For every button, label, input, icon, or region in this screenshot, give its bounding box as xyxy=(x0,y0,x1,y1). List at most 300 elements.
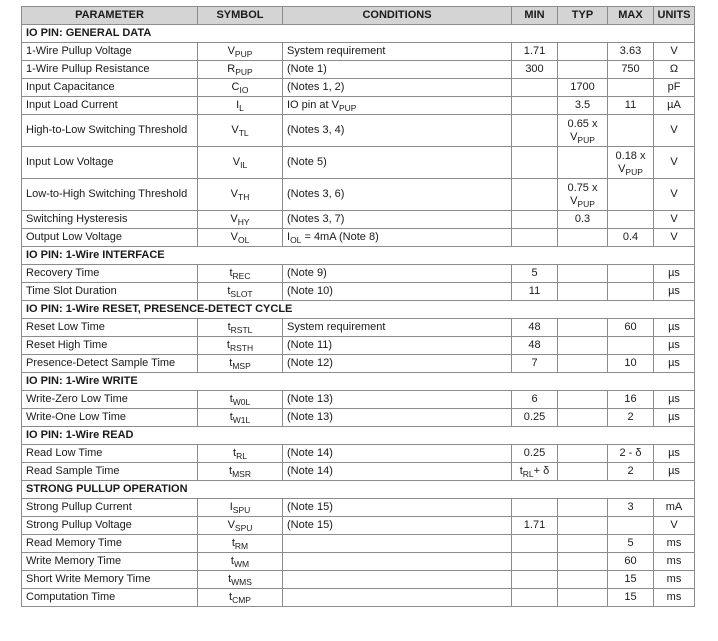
table-row xyxy=(22,409,695,427)
min-value: 0.25 xyxy=(523,411,546,423)
section-title: STRONG PULLUP OPERATION xyxy=(22,481,695,499)
max-cell xyxy=(608,319,654,337)
section-title: IO PIN: 1-Wire WRITE xyxy=(22,373,695,391)
conditions-text: I xyxy=(287,231,291,243)
parameter-text: Low-to-High Switching Threshold xyxy=(26,188,188,200)
parameter-cell xyxy=(22,499,198,517)
units-value: V xyxy=(670,213,678,225)
min-subscript: RL xyxy=(522,469,534,479)
symbol-cell xyxy=(198,535,283,553)
conditions-cell xyxy=(283,409,512,427)
conditions-text: (Notes 3, 4) xyxy=(287,124,345,136)
conditions-text: (Note 15) xyxy=(287,501,333,513)
units-cell xyxy=(654,517,695,535)
max-cell xyxy=(608,79,654,97)
typ-cell xyxy=(558,265,608,283)
symbol-base: t xyxy=(226,339,230,351)
min-cell xyxy=(512,463,558,481)
symbol-cell xyxy=(198,337,283,355)
symbol-subscript: CMP xyxy=(232,595,251,605)
min-cell xyxy=(512,337,558,355)
typ-cell xyxy=(558,499,608,517)
conditions-subscript: OL xyxy=(290,235,302,245)
min-value: 48 xyxy=(528,339,541,351)
min-cell xyxy=(512,517,558,535)
section-header-row xyxy=(22,427,695,445)
header-max: MAX xyxy=(608,7,654,25)
conditions-text: (Note 15) xyxy=(287,519,333,531)
units-value: µA xyxy=(667,99,681,111)
max-cell xyxy=(608,391,654,409)
symbol-base: t xyxy=(229,393,233,405)
units-cell xyxy=(654,319,695,337)
symbol-base: t xyxy=(229,465,233,477)
conditions-cell xyxy=(283,463,512,481)
units-cell xyxy=(654,211,695,229)
symbol-subscript: WM xyxy=(233,559,250,569)
symbol-cell xyxy=(198,517,283,535)
parameter-text: Input Low Voltage xyxy=(26,156,114,168)
max-value: 2 xyxy=(627,465,634,477)
symbol-subscript: OL xyxy=(238,235,250,245)
conditions-cell xyxy=(283,179,512,211)
symbol-subscript: RM xyxy=(234,541,249,551)
parameter-text: Read Memory Time xyxy=(26,537,122,549)
min-value: 48 xyxy=(528,321,541,333)
electrical-characteristics-table xyxy=(21,6,695,607)
max-subscript: PUP xyxy=(625,166,643,177)
parameter-text: Write Memory Time xyxy=(26,555,122,567)
conditions-cell xyxy=(283,517,512,535)
max-value: 3 xyxy=(627,501,634,513)
section-title: IO PIN: 1-Wire READ xyxy=(22,427,695,445)
header-units: UNITS xyxy=(654,7,695,25)
typ-cell xyxy=(558,391,608,409)
table-row xyxy=(22,391,695,409)
symbol-base: C xyxy=(231,81,240,93)
parameter-cell xyxy=(22,179,198,211)
typ-cell xyxy=(558,553,608,571)
max-value: 60 xyxy=(624,321,637,333)
parameter-text: Strong Pullup Voltage xyxy=(26,519,132,531)
table-row xyxy=(22,319,695,337)
max-value: 0.4 xyxy=(622,231,639,243)
parameter-text: Strong Pullup Current xyxy=(26,501,132,513)
conditions-cell xyxy=(283,79,512,97)
parameter-cell xyxy=(22,229,198,247)
conditions-text: (Note 13) xyxy=(287,393,333,405)
min-cell xyxy=(512,265,558,283)
units-cell xyxy=(654,553,695,571)
symbol-subscript: SPU xyxy=(232,505,251,515)
units-value: V xyxy=(670,519,678,531)
parameter-cell xyxy=(22,445,198,463)
max-value: 16 xyxy=(624,393,637,405)
symbol-cell xyxy=(198,229,283,247)
units-cell xyxy=(654,97,695,115)
min-cell xyxy=(512,589,558,607)
conditions-cell xyxy=(283,499,512,517)
symbol-base: R xyxy=(227,63,236,75)
min-cell xyxy=(512,391,558,409)
typ-cell xyxy=(558,283,608,301)
parameter-text: High-to-Low Switching Threshold xyxy=(26,124,188,136)
min-cell xyxy=(512,553,558,571)
max-value: 2 xyxy=(627,411,634,423)
units-value: µs xyxy=(668,411,680,423)
max-cell xyxy=(608,61,654,79)
typ-cell xyxy=(558,589,608,607)
conditions-cell xyxy=(283,211,512,229)
header-row xyxy=(22,7,695,25)
max-cell xyxy=(608,589,654,607)
typ-cell xyxy=(558,43,608,61)
units-value: µs xyxy=(668,465,680,477)
table-row xyxy=(22,517,695,535)
max-cell xyxy=(608,283,654,301)
conditions-cell xyxy=(283,147,512,179)
conditions-cell xyxy=(283,283,512,301)
parameter-text: 1-Wire Pullup Resistance xyxy=(26,63,150,75)
symbol-cell xyxy=(198,553,283,571)
min-value: 1.71 xyxy=(523,45,546,57)
max-cell xyxy=(608,553,654,571)
min-cell xyxy=(512,535,558,553)
parameter-cell xyxy=(22,265,198,283)
max-cell xyxy=(608,409,654,427)
table-row xyxy=(22,499,695,517)
symbol-cell xyxy=(198,499,283,517)
parameter-cell xyxy=(22,115,198,147)
symbol-base: V xyxy=(231,124,239,136)
units-value: µs xyxy=(668,447,680,459)
units-cell xyxy=(654,61,695,79)
conditions-cell xyxy=(283,571,512,589)
parameter-cell xyxy=(22,553,198,571)
table-row xyxy=(22,463,695,481)
typ-cell xyxy=(558,79,608,97)
conditions-text: (Notes 3, 7) xyxy=(287,213,345,225)
max-value: 15 xyxy=(624,591,637,603)
conditions-suffix: = 4mA (Note 8) xyxy=(301,231,379,243)
units-value: Ω xyxy=(669,63,679,75)
section-header-row xyxy=(22,25,695,43)
units-value: V xyxy=(670,231,678,243)
min-cell xyxy=(512,319,558,337)
conditions-cell xyxy=(283,337,512,355)
units-cell xyxy=(654,337,695,355)
section-title: IO PIN: GENERAL DATA xyxy=(22,25,695,43)
typ-cell xyxy=(558,147,608,179)
symbol-cell xyxy=(198,147,283,179)
max-cell xyxy=(608,337,654,355)
typ-cell xyxy=(558,355,608,373)
max-cell xyxy=(608,463,654,481)
typ-cell xyxy=(558,409,608,427)
symbol-subscript: RSTL xyxy=(230,325,253,335)
symbol-base: I xyxy=(229,501,233,513)
typ-cell xyxy=(558,463,608,481)
units-cell xyxy=(654,43,695,61)
table-row xyxy=(22,283,695,301)
units-cell xyxy=(654,571,695,589)
parameter-text: Reset High Time xyxy=(26,339,108,351)
parameter-cell xyxy=(22,319,198,337)
conditions-cell xyxy=(283,265,512,283)
parameter-cell xyxy=(22,79,198,97)
symbol-cell xyxy=(198,179,283,211)
max-value: 10 xyxy=(624,357,637,369)
conditions-cell xyxy=(283,229,512,247)
symbol-base: t xyxy=(233,447,237,459)
conditions-text: (Note 13) xyxy=(287,411,333,423)
conditions-cell xyxy=(283,553,512,571)
min-cell xyxy=(512,97,558,115)
min-value: 0.25 xyxy=(523,447,546,459)
conditions-text: IO pin at V xyxy=(287,99,339,111)
parameter-text: Input Load Current xyxy=(26,99,118,111)
parameter-text: Read Sample Time xyxy=(26,465,120,477)
parameter-text: Reset Low Time xyxy=(26,321,105,333)
parameter-text: Presence-Detect Sample Time xyxy=(26,357,176,369)
typ-cell xyxy=(558,211,608,229)
conditions-cell xyxy=(283,115,512,147)
max-value: 60 xyxy=(624,555,637,567)
table-row xyxy=(22,179,695,211)
min-cell xyxy=(512,147,558,179)
symbol-subscript: RL xyxy=(236,451,247,461)
parameter-text: Time Slot Duration xyxy=(26,285,117,297)
symbol-cell xyxy=(198,355,283,373)
units-value: ms xyxy=(666,573,682,585)
min-cell xyxy=(512,571,558,589)
symbol-base: V xyxy=(232,156,241,168)
max-cell xyxy=(608,229,654,247)
section-title: IO PIN: 1-Wire RESET, PRESENCE-DETECT CYCLE xyxy=(22,301,695,319)
units-value: ms xyxy=(666,555,682,567)
conditions-text: (Note 9) xyxy=(287,267,327,279)
conditions-text: (Note 5) xyxy=(287,156,327,168)
table-body xyxy=(22,25,695,607)
max-cell xyxy=(608,97,654,115)
units-cell xyxy=(654,535,695,553)
units-cell xyxy=(654,283,695,301)
symbol-cell xyxy=(198,391,283,409)
conditions-text: (Note 14) xyxy=(287,447,333,459)
table-row xyxy=(22,553,695,571)
typ-cell xyxy=(558,535,608,553)
table-row xyxy=(22,211,695,229)
units-cell xyxy=(654,499,695,517)
conditions-subscript: PUP xyxy=(338,103,357,113)
units-value: V xyxy=(670,45,678,57)
section-header-row xyxy=(22,301,695,319)
min-cell xyxy=(512,229,558,247)
max-cell xyxy=(608,571,654,589)
symbol-cell xyxy=(198,211,283,229)
conditions-text: System requirement xyxy=(287,45,386,57)
symbol-subscript: W1L xyxy=(232,415,251,425)
typ-cell xyxy=(558,179,608,211)
typ-value: 3.5 xyxy=(574,99,591,111)
max-value-line2: V xyxy=(618,162,626,175)
parameter-text: Write-Zero Low Time xyxy=(26,393,128,405)
symbol-subscript: RSTH xyxy=(229,343,254,353)
parameter-cell xyxy=(22,463,198,481)
symbol-base: V xyxy=(227,519,235,531)
min-cell xyxy=(512,61,558,79)
parameter-cell xyxy=(22,517,198,535)
table-row xyxy=(22,589,695,607)
symbol-base: t xyxy=(229,591,233,603)
section-header-row xyxy=(22,481,695,499)
parameter-cell xyxy=(22,43,198,61)
max-cell xyxy=(608,499,654,517)
parameter-text: 1-Wire Pullup Voltage xyxy=(26,45,132,57)
symbol-subscript: HY xyxy=(237,217,250,227)
symbol-base: V xyxy=(230,231,238,243)
typ-cell xyxy=(558,115,608,147)
conditions-cell xyxy=(283,97,512,115)
min-value: 300 xyxy=(525,63,544,75)
typ-cell xyxy=(558,319,608,337)
units-value: V xyxy=(670,156,678,168)
symbol-base: t xyxy=(229,357,233,369)
units-cell xyxy=(654,355,695,373)
units-value: µs xyxy=(668,285,680,297)
units-cell xyxy=(654,147,695,179)
min-cell xyxy=(512,43,558,61)
min-cell xyxy=(512,115,558,147)
typ-value: 1700 xyxy=(570,81,595,93)
symbol-base: t xyxy=(231,537,235,549)
parameter-text: Output Low Voltage xyxy=(26,231,123,243)
units-cell xyxy=(654,229,695,247)
typ-cell xyxy=(558,517,608,535)
symbol-base: V xyxy=(227,45,235,57)
min-cell xyxy=(512,409,558,427)
conditions-cell xyxy=(283,445,512,463)
symbol-cell xyxy=(198,265,283,283)
units-cell xyxy=(654,115,695,147)
symbol-cell xyxy=(198,115,283,147)
parameter-cell xyxy=(22,97,198,115)
conditions-cell xyxy=(283,43,512,61)
symbol-base: t xyxy=(228,573,232,585)
units-cell xyxy=(654,179,695,211)
typ-cell xyxy=(558,445,608,463)
typ-subscript: PUP xyxy=(577,198,595,209)
symbol-base: t xyxy=(227,321,231,333)
min-value: 1.71 xyxy=(523,519,546,531)
units-value: pF xyxy=(667,81,681,93)
header-min: MIN xyxy=(512,7,558,25)
symbol-subscript: L xyxy=(239,103,244,113)
table-row xyxy=(22,97,695,115)
max-cell xyxy=(608,445,654,463)
units-value: µs xyxy=(668,393,680,405)
table-row xyxy=(22,229,695,247)
symbol-cell xyxy=(198,43,283,61)
parameter-text: Recovery Time xyxy=(26,267,100,279)
typ-cell xyxy=(558,337,608,355)
units-value: µs xyxy=(668,357,680,369)
table-row xyxy=(22,147,695,179)
max-cell xyxy=(608,147,654,179)
symbol-subscript: REC xyxy=(232,271,251,281)
symbol-cell xyxy=(198,571,283,589)
max-cell xyxy=(608,43,654,61)
conditions-cell xyxy=(283,355,512,373)
table-row xyxy=(22,61,695,79)
parameter-cell xyxy=(22,535,198,553)
conditions-text: System requirement xyxy=(287,321,386,333)
table-row xyxy=(22,535,695,553)
conditions-cell xyxy=(283,535,512,553)
conditions-text: (Notes 1, 2) xyxy=(287,81,345,93)
symbol-base: t xyxy=(227,285,231,297)
conditions-cell xyxy=(283,391,512,409)
conditions-text: (Note 11) xyxy=(287,339,333,351)
header-conditions: CONDITIONS xyxy=(283,7,512,25)
symbol-subscript: TL xyxy=(238,128,249,138)
max-cell xyxy=(608,179,654,211)
typ-value: 0.75 x xyxy=(567,181,598,194)
typ-cell xyxy=(558,571,608,589)
units-cell xyxy=(654,409,695,427)
units-cell xyxy=(654,589,695,607)
max-value: 750 xyxy=(621,63,640,75)
typ-value: 0.65 x xyxy=(567,117,598,130)
symbol-subscript: MSP xyxy=(232,361,251,371)
parameter-text: Computation Time xyxy=(26,591,116,603)
symbol-cell xyxy=(198,61,283,79)
table-row xyxy=(22,571,695,589)
conditions-cell xyxy=(283,589,512,607)
symbol-subscript: TH xyxy=(238,192,250,202)
symbol-subscript: W0L xyxy=(232,397,251,407)
min-suffix: + δ xyxy=(533,465,550,477)
symbol-subscript: PUP xyxy=(234,49,253,59)
conditions-text: (Note 10) xyxy=(287,285,333,297)
table-row xyxy=(22,265,695,283)
symbol-cell xyxy=(198,445,283,463)
parameter-cell xyxy=(22,211,198,229)
symbol-subscript: SPU xyxy=(234,523,253,533)
conditions-text: (Note 12) xyxy=(287,357,333,369)
max-value: 3.63 xyxy=(619,45,642,57)
symbol-subscript: IO xyxy=(239,85,249,95)
typ-cell xyxy=(558,229,608,247)
header-symbol: SYMBOL xyxy=(198,7,283,25)
symbol-cell xyxy=(198,283,283,301)
parameter-text: Input Capacitance xyxy=(26,81,115,93)
min-cell xyxy=(512,179,558,211)
parameter-cell xyxy=(22,589,198,607)
table-row xyxy=(22,337,695,355)
symbol-cell xyxy=(198,589,283,607)
parameter-cell xyxy=(22,61,198,79)
symbol-subscript: MSR xyxy=(232,469,251,479)
conditions-cell xyxy=(283,319,512,337)
conditions-text: (Note 14) xyxy=(287,465,333,477)
parameter-cell xyxy=(22,147,198,179)
units-value: ms xyxy=(666,591,682,603)
header-typ: TYP xyxy=(558,7,608,25)
section-title: IO PIN: 1-Wire INTERFACE xyxy=(22,247,695,265)
units-cell xyxy=(654,463,695,481)
max-cell xyxy=(608,355,654,373)
